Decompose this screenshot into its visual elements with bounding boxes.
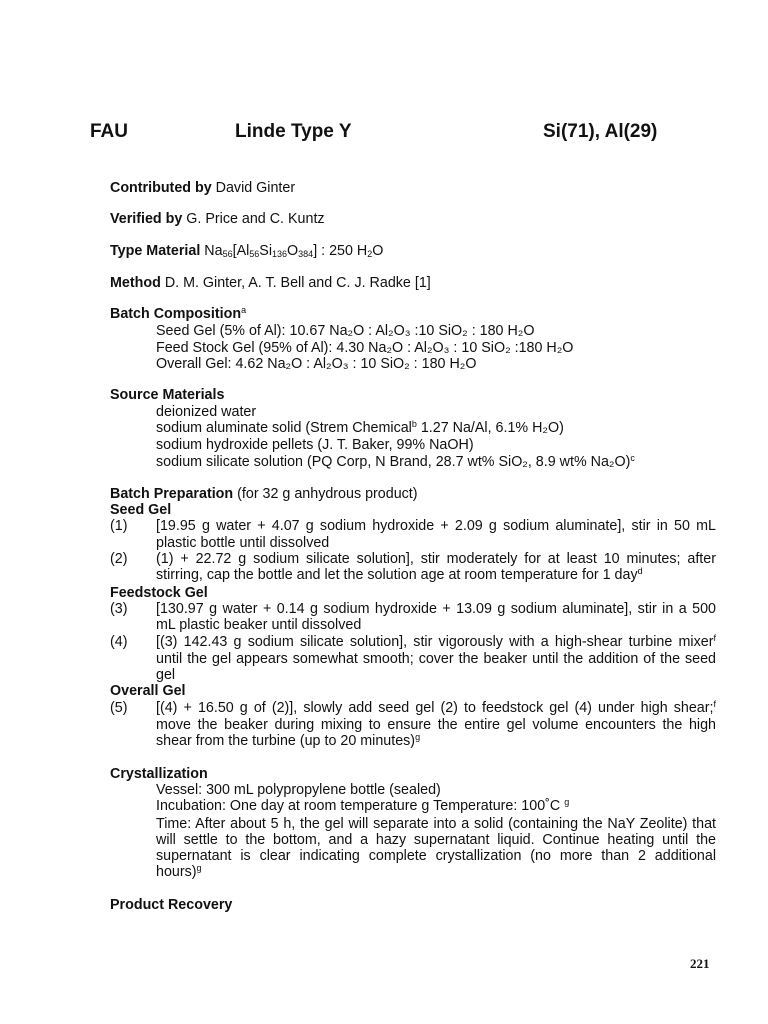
page-heading: [0, 119, 768, 145]
feedstock-gel-heading: Feedstock Gel: [110, 584, 208, 601]
source-aluminate: sodium aluminate solid (Strem Chemical$^b$ 1.27 Na/Al, 6.1% H₂O): [156, 418, 564, 436]
prep-step-5: (5) [(4) + 16.50 g of (2)], slowly add seed gel (2) to feedstock gel (4) under high shear;$^f$ move the beaker during mixing to ensure the entire gel volume encounters the high shear from the turbine (up to 20 minutes)$^g$: [110, 698, 716, 750]
seed-gel-ratio: Seed Gel (5% of Al): 10.67 Na₂O : Al₂O₃ :10 SiO₂ : 180 H₂O: [156, 323, 535, 340]
product-recovery-label: Product Recovery: [110, 896, 233, 913]
feed-gel-ratio: Feed Stock Gel (95% of Al): 4.30 Na₂O : Al₂O₃ : 10 SiO₂ :180 H₂O: [156, 339, 574, 356]
verified-by: [110, 211, 716, 227]
batch-preparation: [110, 486, 716, 751]
crystallization: [110, 766, 716, 882]
verified-value: G. Price and C. Kuntz: [186, 211, 325, 228]
method: [110, 275, 716, 291]
contributed-value: David Ginter: [215, 180, 296, 196]
overall-gel-heading: Overall Gel: [110, 683, 186, 700]
batch-composition-label: Batch Composition: [110, 306, 242, 323]
batch-composition: Batch Composition$^a$ Seed Gel (5% of Al): 10.67 Na₂O : Al₂O₃ :10 SiO₂ : 180 H₂O Feed Stock Gel (95% of Al): 4.30 Na₂O : Al₂O₃ : 10 SiO₂ :180 H₂O Overall Gel: 4.62 Na₂O : Al₂O₃ : 10 SiO₂ : 180 H₂O: [110, 306, 716, 372]
source-materials: [110, 387, 716, 470]
batch-preparation-label: Batch Preparation: [110, 485, 234, 502]
contributed-label: Contributed by: [110, 180, 212, 196]
crystallization-incubation: Incubation: One day at room temperature g Temperature: 100˚C $^g$: [156, 797, 570, 815]
crystallization-time: Time: After about 5 h, the gel will separate into a solid (containing the NaY Zeolite) that will settle to the bottom, and a hazy supernatant liquid. Continue heating until the supernatant is clear indicating complete crystallization (no more than 2 additional hours)$^g$: [156, 815, 716, 881]
prep-step-1: (1) [19.95 g water + 4.07 g sodium hydroxide + 2.09 g sodium aluminate], stir in 50 mL plastic bottle until dissolved: [110, 518, 716, 551]
framework-composition: Si(71), Al(29): [543, 121, 658, 142]
framework-code: FAU: [90, 121, 128, 142]
prep-step-2: (2) (1) + 22.72 g sodium silicate solution], stir moderately for at least 10 minutes; after stirring, cap the bottle and let the solution age at room temperature for 1 day$^d$: [110, 551, 716, 584]
prep-step-3: (3) [130.97 g water + 0.14 g sodium hydroxide + 13.09 g sodium aluminate], stir in a 500 mL plastic beaker until dissolved: [110, 600, 716, 634]
method-value: D. M. Ginter, A. T. Bell and C. J. Radke [1]: [164, 274, 431, 291]
page-number: 221: [690, 956, 710, 971]
seed-gel-heading: Seed Gel: [110, 502, 172, 519]
contributed-by: [110, 180, 716, 196]
source-materials-label: Source Materials: [110, 387, 225, 404]
document-body: [110, 180, 716, 913]
type-material: [110, 243, 716, 260]
source-silicate: sodium silicate solution (PQ Corp, N Brand, 28.7 wt% SiO₂, 8.9 wt% Na₂O)$^c$: [156, 452, 635, 470]
source-water: deionized water: [156, 403, 257, 420]
method-label: Method: [110, 274, 161, 291]
type-material-formula: $Na_{56}[Al_{56}Si_{136}O_{384}]$ : 250 $H_2O$: [204, 242, 384, 259]
type-material-label: Type Material: [110, 242, 201, 259]
crystallization-label: Crystallization: [110, 765, 208, 782]
prep-step-4: (4) [(3) 142.43 g sodium silicate solution], stir vigorously with a high-shear turbine mixer$^f$ until the gel appears somewhat smooth; cover the beaker until the addition of the seed gel: [110, 632, 716, 684]
source-hydroxide: sodium hydroxide pellets (J. T. Baker, 99% NaOH): [156, 437, 474, 454]
verified-label: Verified by: [110, 211, 183, 228]
material-name: Linde Type Y: [235, 121, 352, 142]
overall-gel-ratio: Overall Gel: 4.62 Na₂O : Al₂O₃ : 10 SiO₂ : 180 H₂O: [156, 356, 477, 373]
batch-preparation-note: (for 32 g anhydrous product): [233, 485, 418, 502]
crystallization-vessel: Vessel: 300 mL polypropylene bottle (sealed): [156, 781, 441, 798]
